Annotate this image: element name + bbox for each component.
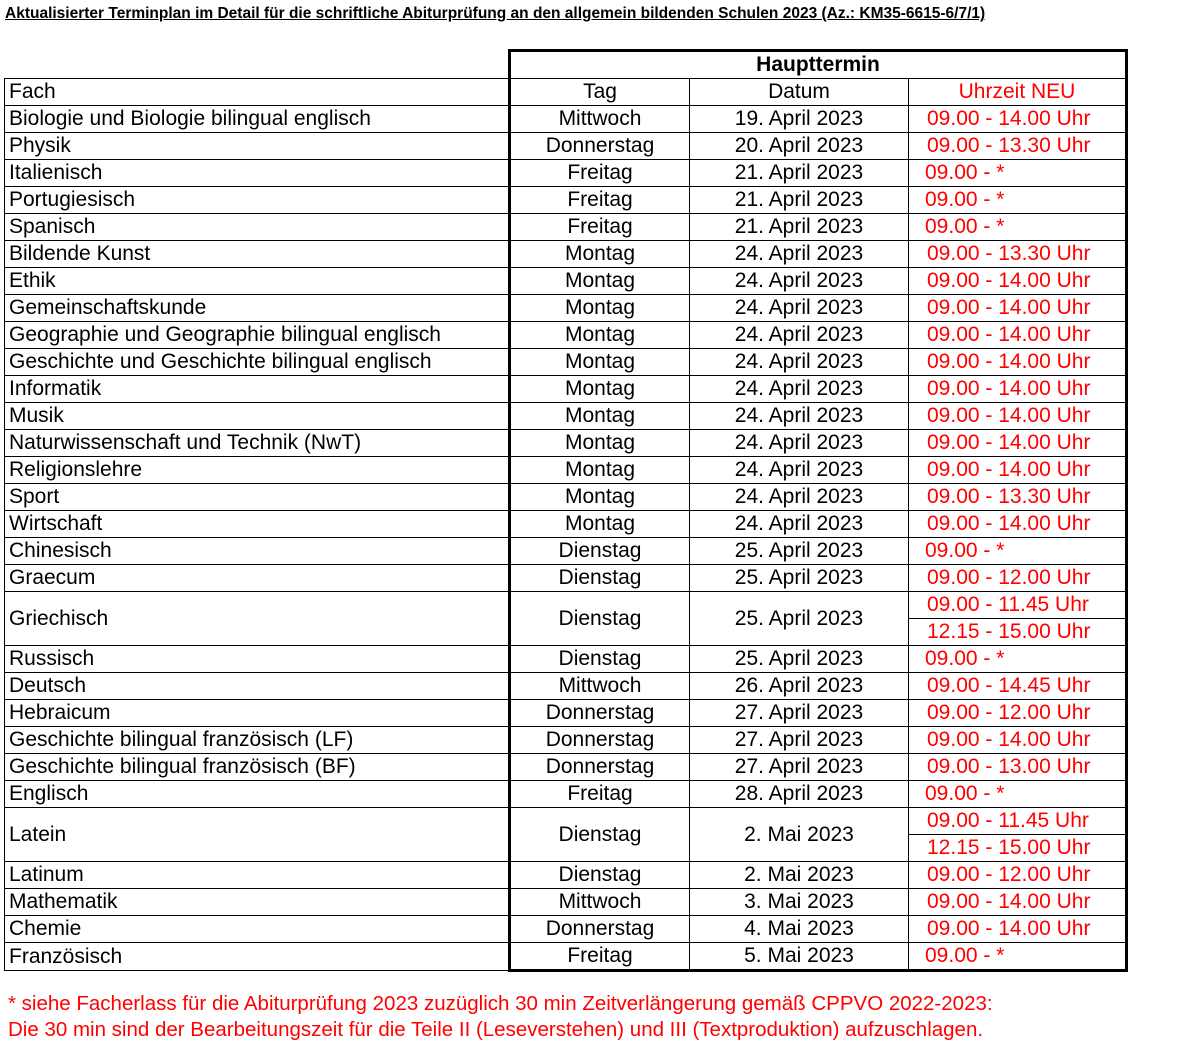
time-cell: 09.00 - 14.00 Uhr <box>909 295 1127 322</box>
day-cell: Donnerstag <box>510 916 690 943</box>
date-cell: 4. Mai 2023 <box>690 916 909 943</box>
day-cell: Montag <box>510 241 690 268</box>
day-cell: Freitag <box>510 781 690 808</box>
date-cell: 2. Mai 2023 <box>690 808 909 862</box>
date-cell: 21. April 2023 <box>690 187 909 214</box>
header-tag: Tag <box>510 79 690 106</box>
subject-cell: Wirtschaft <box>5 511 510 538</box>
subject-cell: Geschichte bilingual französisch (LF) <box>5 727 510 754</box>
time-cell: 09.00 - 14.00 Uhr <box>909 457 1127 484</box>
table-row <box>5 322 1127 349</box>
subject-cell: Russisch <box>5 646 510 673</box>
subject-cell: Griechisch <box>5 592 510 646</box>
day-cell: Freitag <box>510 160 690 187</box>
date-cell: 24. April 2023 <box>690 484 909 511</box>
date-cell: 25. April 2023 <box>690 646 909 673</box>
day-cell: Dienstag <box>510 646 690 673</box>
time-cell: 09.00 - 14.00 Uhr <box>909 349 1127 376</box>
time-cell: 09.00 - 11.45 Uhr <box>909 808 1127 835</box>
table-row <box>5 430 1127 457</box>
subject-cell: Deutsch <box>5 673 510 700</box>
subject-cell: Sport <box>5 484 510 511</box>
table-row <box>5 754 1127 781</box>
subject-cell: Physik <box>5 133 510 160</box>
date-cell: 25. April 2023 <box>690 565 909 592</box>
header-fach: Fach <box>5 79 510 106</box>
day-cell: Montag <box>510 322 690 349</box>
table-row <box>5 457 1127 484</box>
group-header-row <box>5 51 1127 79</box>
time-cell: 09.00 - 14.00 Uhr <box>909 889 1127 916</box>
table-row <box>5 592 1127 619</box>
subject-cell: Musik <box>5 403 510 430</box>
table-row <box>5 727 1127 754</box>
subject-cell: Portugiesisch <box>5 187 510 214</box>
day-cell: Donnerstag <box>510 727 690 754</box>
date-cell: 24. April 2023 <box>690 268 909 295</box>
date-cell: 24. April 2023 <box>690 349 909 376</box>
time-cell: 09.00 - 14.00 Uhr <box>909 430 1127 457</box>
day-cell: Montag <box>510 376 690 403</box>
date-cell: 24. April 2023 <box>690 295 909 322</box>
day-cell: Mittwoch <box>510 673 690 700</box>
table-row <box>5 295 1127 322</box>
day-cell: Mittwoch <box>510 106 690 133</box>
table-row <box>5 376 1127 403</box>
day-cell: Montag <box>510 484 690 511</box>
subject-cell: Biologie und Biologie bilingual englisch <box>5 106 510 133</box>
subject-cell: Religionslehre <box>5 457 510 484</box>
date-cell: 25. April 2023 <box>690 538 909 565</box>
time-cell: 09.00 - 13.00 Uhr <box>909 754 1127 781</box>
date-cell: 27. April 2023 <box>690 727 909 754</box>
table-row <box>5 916 1127 943</box>
date-cell: 24. April 2023 <box>690 430 909 457</box>
table-row <box>5 214 1127 241</box>
subject-cell: Geographie und Geographie bilingual englisch <box>5 322 510 349</box>
subject-cell: Latinum <box>5 862 510 889</box>
footnote <box>8 991 1193 1043</box>
subject-cell: Geschichte bilingual französisch (BF) <box>5 754 510 781</box>
time-cell: 09.00 - 14.00 Uhr <box>909 106 1127 133</box>
time-cell: 09.00 - 14.00 Uhr <box>909 916 1127 943</box>
table-row <box>5 889 1127 916</box>
day-cell: Montag <box>510 457 690 484</box>
date-cell: 25. April 2023 <box>690 592 909 646</box>
time-cell: 12.15 - 15.00 Uhr <box>909 619 1127 646</box>
time-cell: 09.00 - * <box>909 187 1127 214</box>
day-cell: Donnerstag <box>510 133 690 160</box>
table-row <box>5 403 1127 430</box>
date-cell: 5. Mai 2023 <box>690 943 909 971</box>
time-cell: 09.00 - 14.00 Uhr <box>909 376 1127 403</box>
date-cell: 24. April 2023 <box>690 322 909 349</box>
date-cell: 20. April 2023 <box>690 133 909 160</box>
date-cell: 19. April 2023 <box>690 106 909 133</box>
time-cell: 09.00 - 12.00 Uhr <box>909 565 1127 592</box>
time-cell: 09.00 - 12.00 Uhr <box>909 862 1127 889</box>
time-cell: 09.00 - * <box>909 943 1127 971</box>
table-row <box>5 538 1127 565</box>
table-row <box>5 133 1127 160</box>
date-cell: 27. April 2023 <box>690 700 909 727</box>
document-title: Aktualisierter Terminplan im Detail für die schriftliche Abiturprüfung an den allgemein bildenden Schulen 2023 (Az.: KM35-6615-6/7/1) <box>5 5 986 22</box>
table-row <box>5 484 1127 511</box>
subject-cell: Italienisch <box>5 160 510 187</box>
table-row <box>5 862 1127 889</box>
date-cell: 24. April 2023 <box>690 403 909 430</box>
table-row <box>5 808 1127 835</box>
date-cell: 3. Mai 2023 <box>690 889 909 916</box>
day-cell: Dienstag <box>510 808 690 862</box>
day-cell: Montag <box>510 430 690 457</box>
schedule-table <box>4 49 1128 972</box>
day-cell: Montag <box>510 268 690 295</box>
table-row <box>5 673 1127 700</box>
subject-cell: Latein <box>5 808 510 862</box>
date-cell: 24. April 2023 <box>690 511 909 538</box>
table-row <box>5 241 1127 268</box>
time-cell: 09.00 - * <box>909 214 1127 241</box>
day-cell: Donnerstag <box>510 754 690 781</box>
date-cell: 24. April 2023 <box>690 457 909 484</box>
table-row <box>5 160 1127 187</box>
time-cell: 09.00 - 14.00 Uhr <box>909 511 1127 538</box>
day-cell: Dienstag <box>510 538 690 565</box>
time-cell: 09.00 - * <box>909 781 1127 808</box>
date-cell: 27. April 2023 <box>690 754 909 781</box>
time-cell: 12.15 - 15.00 Uhr <box>909 835 1127 862</box>
subject-cell: Bildende Kunst <box>5 241 510 268</box>
footnote-line-2: Die 30 min sind der Bearbeitungszeit für die Teile II (Leseverstehen) und III (Textproduktion) aufzuschlagen. <box>8 1018 984 1041</box>
time-cell: 09.00 - * <box>909 160 1127 187</box>
table-row <box>5 781 1127 808</box>
subject-cell: Geschichte und Geschichte bilingual englisch <box>5 349 510 376</box>
day-cell: Montag <box>510 295 690 322</box>
time-cell: 09.00 - 13.30 Uhr <box>909 133 1127 160</box>
time-cell: 09.00 - 14.00 Uhr <box>909 727 1127 754</box>
date-cell: 26. April 2023 <box>690 673 909 700</box>
date-cell: 21. April 2023 <box>690 214 909 241</box>
table-row <box>5 943 1127 971</box>
day-cell: Dienstag <box>510 592 690 646</box>
day-cell: Dienstag <box>510 565 690 592</box>
subject-cell: Chinesisch <box>5 538 510 565</box>
day-cell: Donnerstag <box>510 700 690 727</box>
time-cell: 09.00 - 14.45 Uhr <box>909 673 1127 700</box>
header-uhrzeit: Uhrzeit NEU <box>909 79 1127 106</box>
day-cell: Freitag <box>510 187 690 214</box>
subject-cell: Mathematik <box>5 889 510 916</box>
day-cell: Montag <box>510 511 690 538</box>
time-cell: 09.00 - 13.30 Uhr <box>909 484 1127 511</box>
time-cell: 09.00 - 13.30 Uhr <box>909 241 1127 268</box>
subject-cell: Naturwissenschaft und Technik (NwT) <box>5 430 510 457</box>
time-cell: 09.00 - 14.00 Uhr <box>909 403 1127 430</box>
day-cell: Freitag <box>510 943 690 971</box>
table-row <box>5 565 1127 592</box>
day-cell: Freitag <box>510 214 690 241</box>
table-row <box>5 511 1127 538</box>
subject-cell: Chemie <box>5 916 510 943</box>
subject-cell: Spanisch <box>5 214 510 241</box>
subject-cell: Gemeinschaftskunde <box>5 295 510 322</box>
subject-cell: Hebraicum <box>5 700 510 727</box>
haupttermin-header: Haupttermin <box>510 51 1127 79</box>
table-row <box>5 700 1127 727</box>
subject-cell: Englisch <box>5 781 510 808</box>
subject-cell: Graecum <box>5 565 510 592</box>
day-cell: Montag <box>510 349 690 376</box>
footnote-line-1: * siehe Facherlass für die Abiturprüfung 2023 zuzüglich 30 min Zeitverlängerung gemäß CPPVO 2022-2023: <box>8 992 993 1015</box>
column-header-row <box>5 79 1127 106</box>
table-row <box>5 646 1127 673</box>
time-cell: 09.00 - * <box>909 538 1127 565</box>
table-row <box>5 268 1127 295</box>
time-cell: 09.00 - 11.45 Uhr <box>909 592 1127 619</box>
date-cell: 21. April 2023 <box>690 160 909 187</box>
subject-cell: Französisch <box>5 943 510 971</box>
table-row <box>5 106 1127 133</box>
subject-cell: Ethik <box>5 268 510 295</box>
day-cell: Mittwoch <box>510 889 690 916</box>
time-cell: 09.00 - 12.00 Uhr <box>909 700 1127 727</box>
time-cell: 09.00 - 14.00 Uhr <box>909 268 1127 295</box>
time-cell: 09.00 - 14.00 Uhr <box>909 322 1127 349</box>
blank-cell <box>5 51 510 79</box>
table-row <box>5 349 1127 376</box>
date-cell: 28. April 2023 <box>690 781 909 808</box>
date-cell: 24. April 2023 <box>690 376 909 403</box>
date-cell: 24. April 2023 <box>690 241 909 268</box>
table-row <box>5 187 1127 214</box>
time-cell: 09.00 - * <box>909 646 1127 673</box>
day-cell: Montag <box>510 403 690 430</box>
subject-cell: Informatik <box>5 376 510 403</box>
header-datum: Datum <box>690 79 909 106</box>
day-cell: Dienstag <box>510 862 690 889</box>
date-cell: 2. Mai 2023 <box>690 862 909 889</box>
